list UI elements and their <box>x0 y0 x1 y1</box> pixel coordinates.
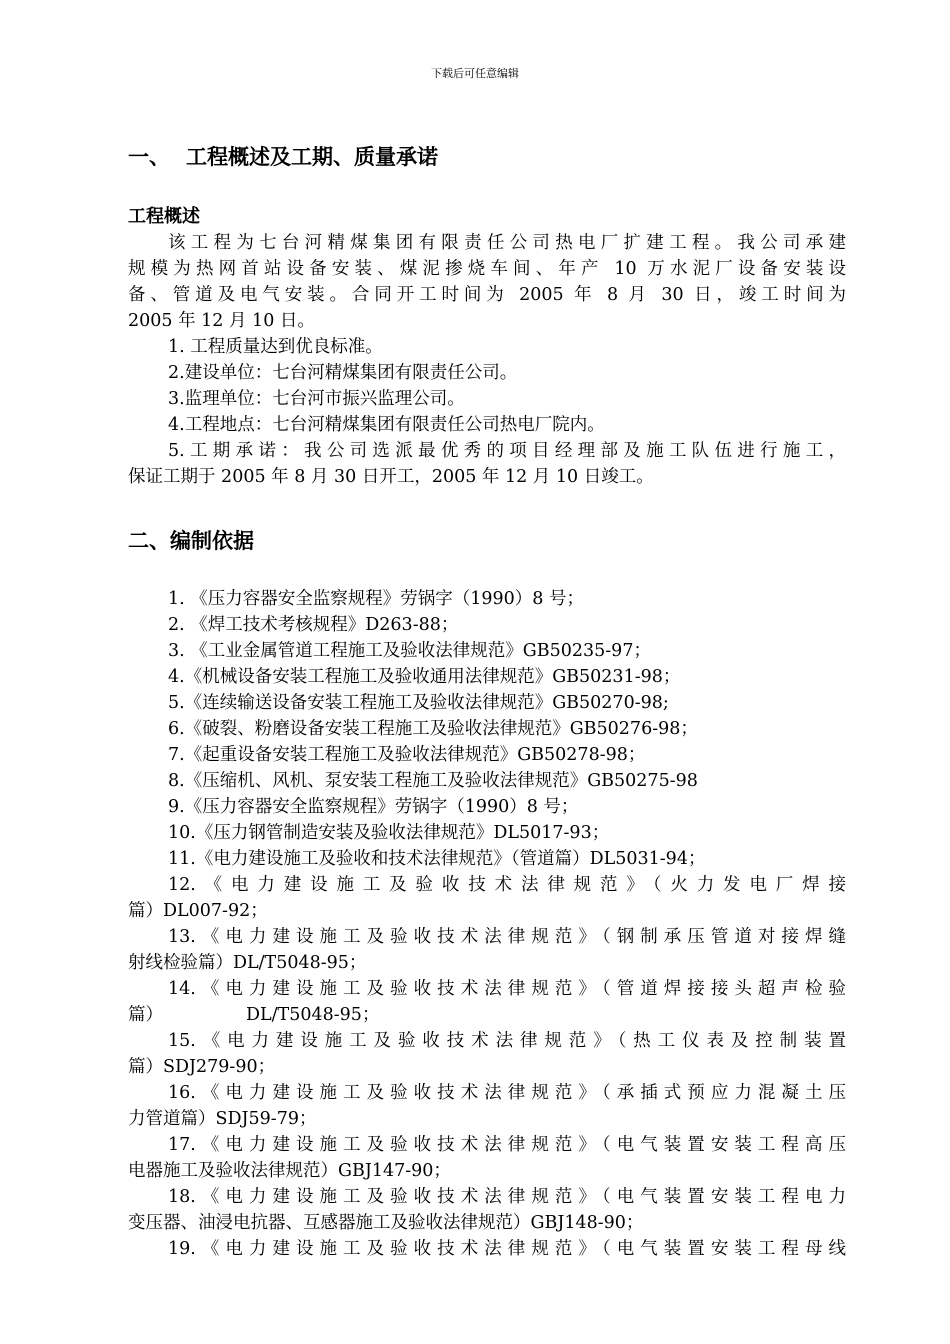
reference-item: 11.《电力建设施工及验收和技术法律规范》（管道篇）DL5031-94； <box>168 849 706 869</box>
reference-line: 力管道篇）SDJ59-79； <box>128 1109 317 1129</box>
reference-line: 篇）DL007-92； <box>128 901 268 921</box>
overview-item <box>128 438 846 490</box>
section-2-heading: 二、编制依据 <box>128 529 254 553</box>
reference-line <box>128 1002 846 1028</box>
reference-item <box>128 976 846 1028</box>
section-1-title: 工程概述及工期、质量承诺 <box>186 145 438 169</box>
section-1-heading <box>128 142 846 172</box>
reference-line: 17.《电力建设施工及验收技术法律规范》（电气装置安装工程高压 <box>168 1135 846 1155</box>
overview-line: 备、管道及电气安装。合同开工时间为 2005 年 8 月 30 日，竣工时间为 <box>128 285 846 305</box>
reference-item <box>128 1080 846 1132</box>
page-header: 下载后可任意编辑 <box>431 67 519 80</box>
reference-line-part: 篇） <box>128 1005 163 1025</box>
reference-item: 3. 《工业金属管道工程施工及验收法律规范》GB50235-97； <box>168 641 651 661</box>
reference-item: 8.《压缩机、风机、泵安装工程施工及验收法律规范》GB50275-98 <box>168 771 698 791</box>
reference-item: 7.《起重设备安装工程施工及验收法律规范》GB50278-98； <box>168 745 646 765</box>
reference-line: 14.《电力建设施工及验收技术法律规范》（管道焊接接头超声检验 <box>168 979 846 999</box>
overview-item-line: 保证工期于 2005 年 8 月 30 日开工，2005 年 12 月 10 日竣工。 <box>128 467 654 487</box>
overview-item: 1. 工程质量达到优良标准。 <box>168 337 383 357</box>
reference-item: 5.《连续输送设备安装工程施工及验收法律规范》GB50270-98; <box>168 693 669 713</box>
reference-line: 射线检验篇）DL/T5048-95； <box>128 953 367 973</box>
reference-line: 变压器、油浸电抗器、互感器施工及验收法律规范）GBJ148-90； <box>128 1213 644 1233</box>
reference-line: 18.《电力建设施工及验收技术法律规范》（电气装置安装工程电力 <box>168 1187 846 1207</box>
reference-item <box>128 1132 846 1184</box>
reference-item: 9.《压力容器安全监察规程》劳锅字（1990）8 号； <box>168 797 579 817</box>
reference-item <box>128 1236 846 1262</box>
section-1-number: 一、 <box>128 145 170 169</box>
reference-line: 电器施工及验收法律规范）GBJ147-90； <box>128 1161 451 1181</box>
reference-item <box>128 924 846 976</box>
reference-item: 6.《破裂、粉磨设备安装工程施工及验收法律规范》GB50276-98； <box>168 719 698 739</box>
reference-line: 12.《电力建设施工及验收技术法律规范》（火力发电厂焊接 <box>168 875 846 895</box>
overview-item: 3.监理单位：七台河市振兴监理公司。 <box>168 389 465 409</box>
reference-item: 10.《压力钢管制造安装及验收法律规范》DL5017-93； <box>168 823 610 843</box>
reference-line: 篇）SDJ279-90； <box>128 1057 276 1077</box>
reference-line: 13.《电力建设施工及验收技术法律规范》（钢制承压管道对接焊缝 <box>168 927 846 947</box>
reference-item <box>128 872 846 924</box>
overview-item: 2.建设单位：七台河精煤集团有限责任公司。 <box>168 363 518 383</box>
reference-item <box>128 1184 846 1236</box>
reference-line-part: DL/T5048-95； <box>246 1005 380 1025</box>
reference-line: 16.《电力建设施工及验收技术法律规范》（承插式预应力混凝土压 <box>168 1083 846 1103</box>
reference-line: 15.《电力建设施工及验收技术法律规范》（热工仪表及控制装置 <box>168 1031 846 1051</box>
overview-item: 4.工程地点：七台河精煤集团有限责任公司热电厂院内。 <box>168 415 605 435</box>
reference-item: 2. 《焊工技术考核规程》D263-88； <box>168 615 459 635</box>
reference-line: 19.《电力建设施工及验收技术法律规范》（电气装置安装工程母线 <box>168 1239 846 1259</box>
document-body <box>128 142 846 1262</box>
reference-item: 4.《机械设备安装工程施工及验收通用法律规范》GB50231-98； <box>168 667 681 687</box>
overview-line: 规模为热网首站设备安装、煤泥掺烧车间、年产 10 万水泥厂设备安装设 <box>128 259 846 279</box>
overview-subheading: 工程概述 <box>128 206 200 227</box>
overview-line: 2005 年 12 月 10 日。 <box>128 311 315 331</box>
overview-item-line: 5.工期承诺：我公司选派最优秀的项目经理部及施工队伍进行施工， <box>168 441 846 461</box>
overview-paragraph <box>128 230 846 334</box>
reference-item <box>128 1028 846 1080</box>
reference-item: 1. 《压力容器安全监察规程》劳锅字（1990）8 号； <box>168 589 584 609</box>
overview-line: 该工程为七台河精煤集团有限责任公司热电厂扩建工程。我公司承建 <box>168 233 846 253</box>
